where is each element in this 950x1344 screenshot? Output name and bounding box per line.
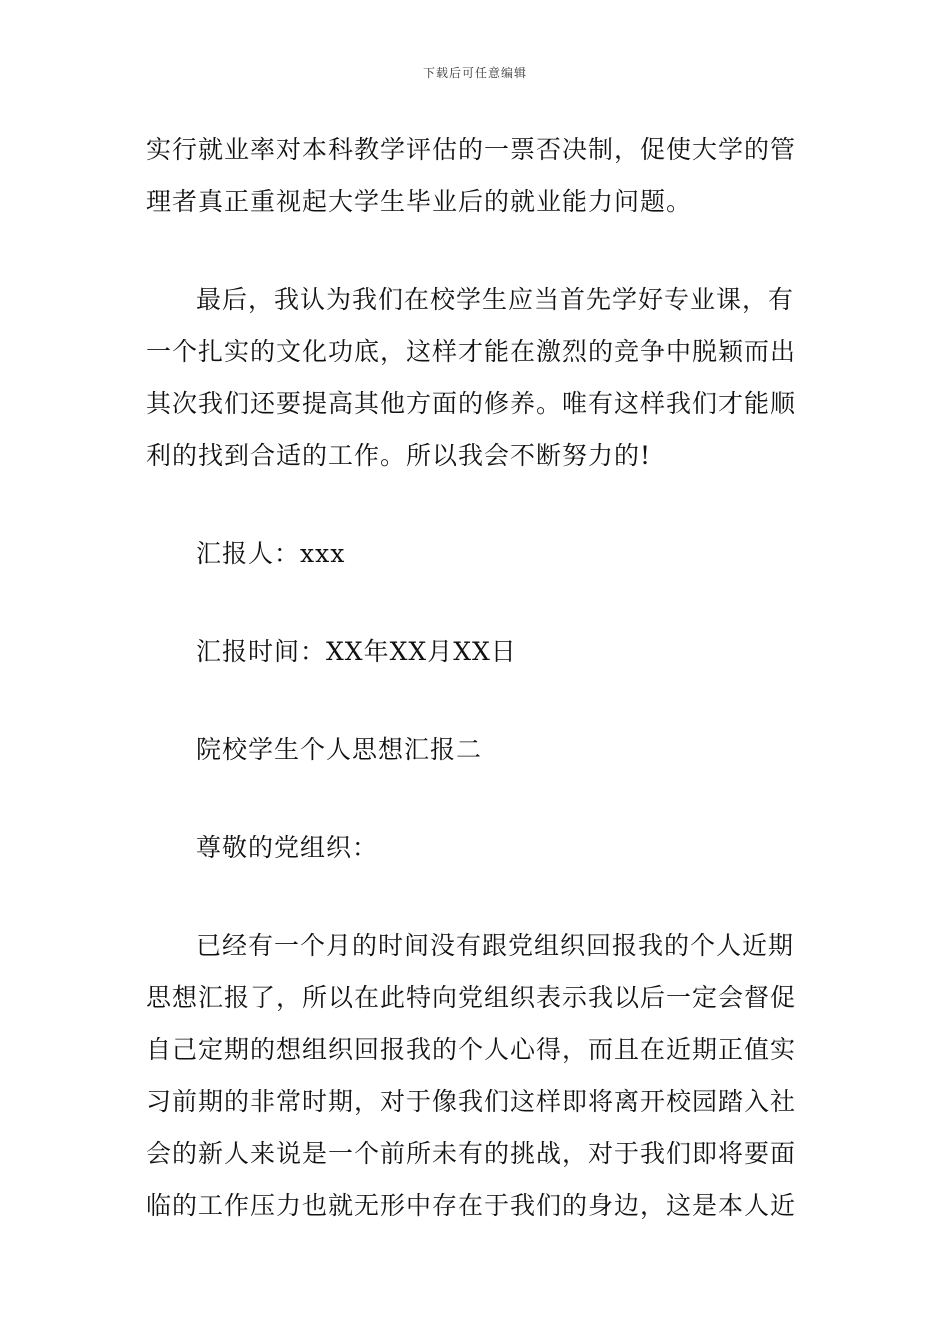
text-line: 利的找到合适的工作。所以我会不断努力的! [146, 441, 652, 470]
text-line: 实行就业率对本科教学评估的一票否决制，促使大学的管 [146, 135, 797, 164]
paragraph-employment-rate [146, 124, 806, 228]
document-body [146, 124, 806, 1232]
section-title [146, 724, 806, 776]
text-line: 自己定期的想组织回报我的个人心得，而且在近期正值实 [146, 1035, 797, 1064]
text-line: 最后，我认为我们在校学生应当首先学好专业课，有 [196, 285, 795, 314]
paragraph-report-body [146, 920, 806, 1232]
text-line: 汇报人：xxx [196, 539, 346, 568]
paragraph-conclusion [146, 274, 806, 482]
text-line: 一个扎实的文化功底，这样才能在激烈的竞争中脱颖而出 [146, 337, 797, 366]
text-line: 其次我们还要提高其他方面的修养。唯有这样我们才能顺 [146, 389, 797, 418]
report-date-line [146, 626, 806, 678]
page-header: 下载后可任意编辑 [422, 66, 527, 80]
text-line: 尊敬的党组织： [196, 833, 379, 862]
salutation [146, 822, 806, 874]
text-line: 已经有一个月的时间没有跟党组织回报我的个人近期 [196, 931, 795, 960]
text-line: 会的新人来说是一个前所未有的挑战，对于我们即将要面 [146, 1139, 797, 1168]
text-line: 习前期的非常时期，对于像我们这样即将离开校园踏入社 [146, 1087, 797, 1116]
text-line: 院校学生个人思想汇报二 [196, 735, 483, 764]
text-line: 思想汇报了，所以在此特向党组织表示我以后一定会督促 [146, 983, 797, 1012]
text-line: 汇报时间：XX年XX月XX日 [196, 637, 517, 666]
text-line: 理者真正重视起大学生毕业后的就业能力问题。 [146, 187, 693, 216]
reporter-line [146, 528, 806, 580]
text-line: 临的工作压力也就无形中存在于我们的身边，这是本人近 [146, 1191, 797, 1220]
